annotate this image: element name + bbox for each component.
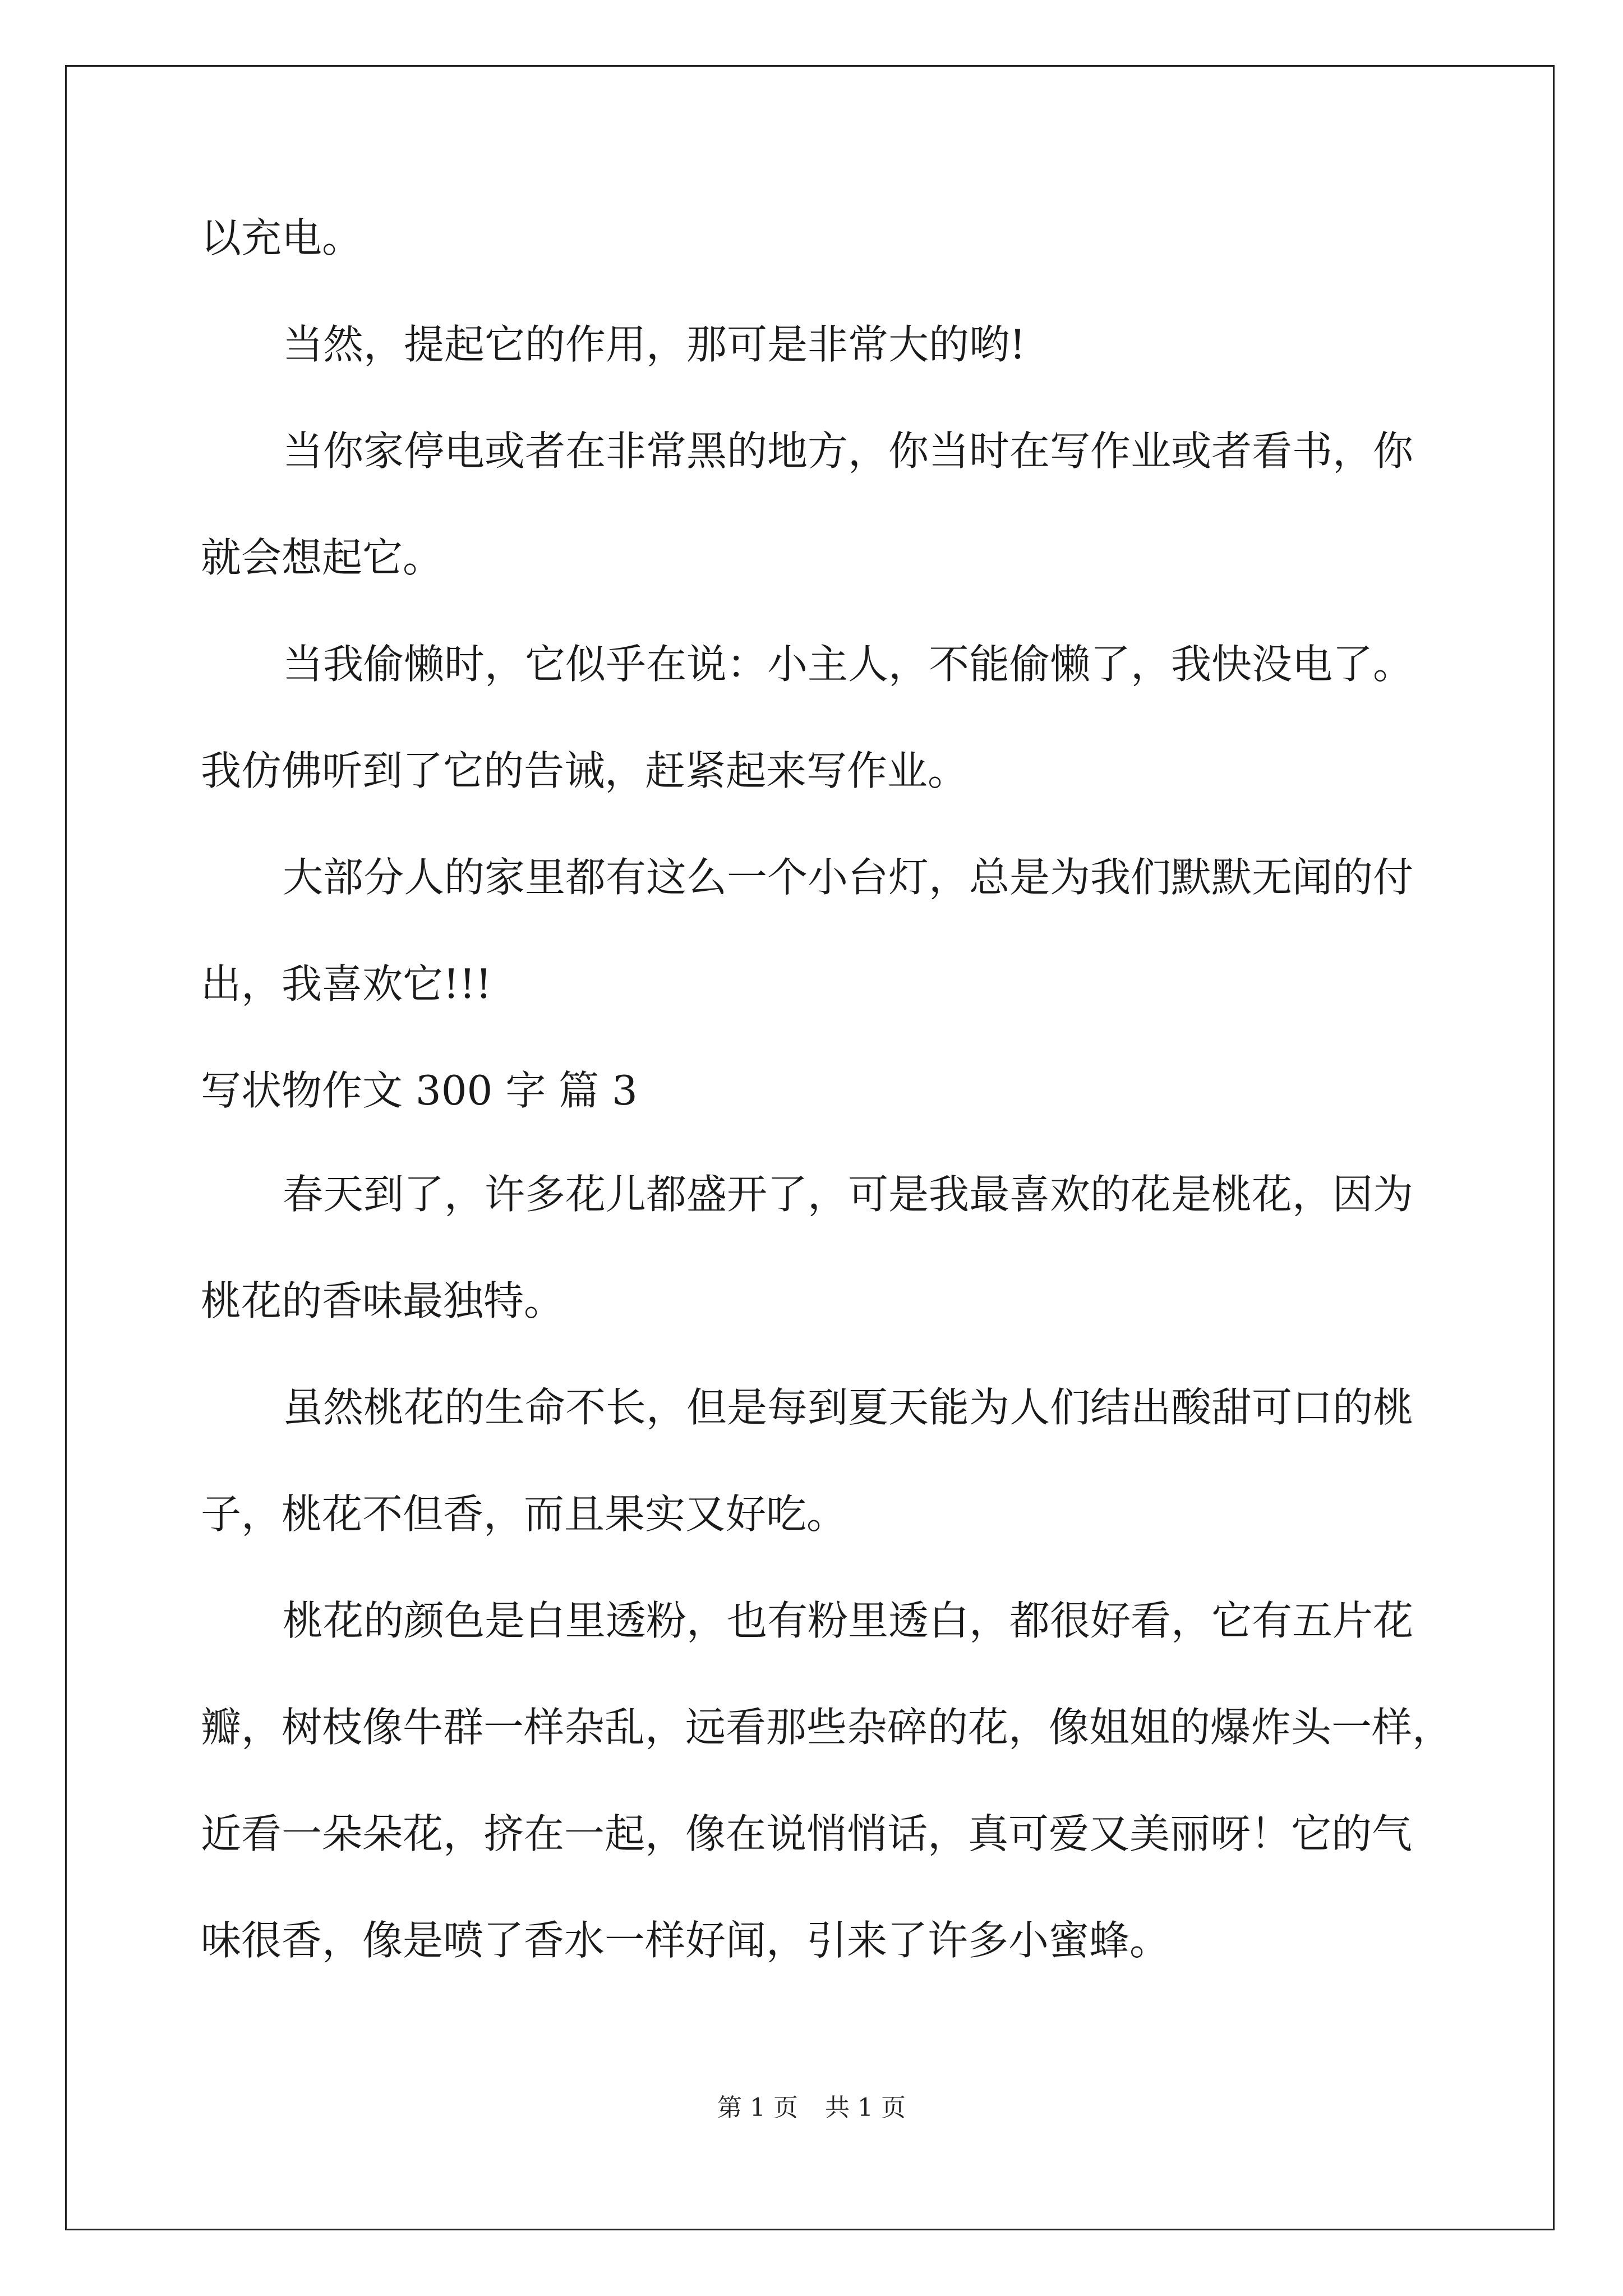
page-border (65, 65, 1555, 2230)
page-footer (0, 2092, 1623, 2124)
page-total: 共 1 页 (825, 2093, 906, 2122)
paragraph-line: 当然，提起它的作用，那可是非常大的哟! (283, 321, 1026, 368)
paragraph-line: 味很香，像是喷了香水一样好闻，引来了许多小蜜蜂。 (201, 1917, 1170, 1964)
paragraph-line: 我仿佛听到了它的告诫，赶紧起来写作业。 (201, 747, 969, 794)
paragraph-line: 虽然桃花的生命不长，但是每到夏天能为人们结出酸甜可口的桃 (283, 1384, 1414, 1431)
paragraph-line: 以充电。 (201, 214, 363, 261)
paragraph-line: 春天到了，许多花儿都盛开了，可是我最喜欢的花是桃花，因为 (283, 1171, 1414, 1218)
paragraph-line: 子，桃花不但香，而且果实又好吃。 (201, 1490, 847, 1538)
paragraph-line: 出，我喜欢它!!! (201, 960, 492, 1007)
paragraph-line: 桃花的颜色是白里透粉，也有粉里透白，都很好看，它有五片花 (283, 1597, 1414, 1644)
paragraph-line: 近看一朵朵花，挤在一起，像在说悄悄话，真可爱又美丽呀！它的气 (201, 1810, 1413, 1857)
paragraph-line: 当我偷懒时，它似乎在说：小主人，不能偷懒了，我快没电了。 (283, 641, 1414, 688)
section-heading: 写状物作文 300 字 篇 3 (201, 1067, 638, 1114)
paragraph-line: 桃花的香味最独特。 (201, 1277, 565, 1324)
paragraph-line: 就会想起它。 (201, 534, 444, 581)
page-number: 第 1 页 (717, 2093, 798, 2122)
paragraph-line: 瓣，树枝像牛群一样杂乱，远看那些杂碎的花，像姐姐的爆炸头一样， (201, 1704, 1453, 1751)
paragraph-line: 当你家停电或者在非常黑的地方，你当时在写作业或者看书，你 (283, 427, 1414, 475)
paragraph-line: 大部分人的家里都有这么一个小台灯，总是为我们默默无闻的付 (283, 854, 1414, 901)
